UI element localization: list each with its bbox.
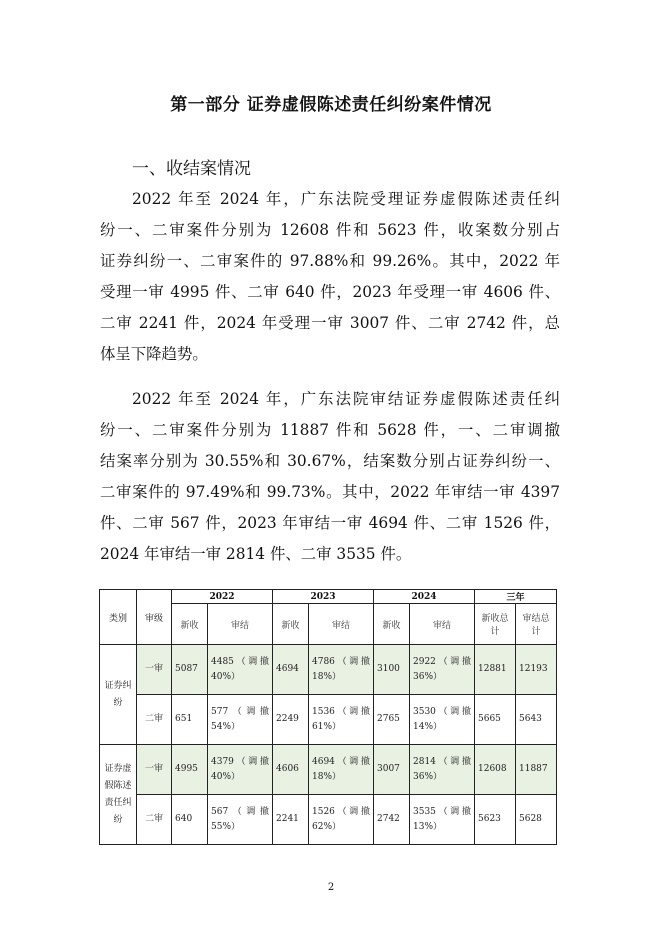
paragraph-intake (100, 184, 560, 370)
page-number: 2 (327, 882, 335, 893)
header-year-2022: 2022 (172, 590, 273, 604)
value-cell: 5665 (475, 695, 516, 745)
header-three-years: 三年 (475, 590, 557, 604)
value-cell: 567（调撤55%） (208, 795, 273, 845)
header-level: 审级 (137, 590, 172, 645)
text-line: 纷一、二审案件分别为 11887 件和 5628 件，一、二审调撤 (100, 421, 560, 439)
table-header-row (100, 590, 557, 604)
value-cell: 2922（调撤36%） (410, 645, 475, 695)
value-cell: 11887 (516, 745, 557, 795)
value-cell: 4379（调撤40%） (208, 745, 273, 795)
header-new: 新收 (374, 604, 410, 645)
value-cell: 5087 (172, 645, 208, 695)
text-line: 受理一审 4995 件、二审 640 件，2023 年受理一审 4606 件、 (100, 283, 560, 301)
header-settled: 审结 (410, 604, 475, 645)
value-cell: 2241 (273, 795, 309, 845)
value-cell: 12881 (475, 645, 516, 695)
table-row (100, 695, 557, 745)
value-cell: 1536（调撤61%） (309, 695, 374, 745)
header-year-2024: 2024 (374, 590, 475, 604)
header-settled: 审结 (208, 604, 273, 645)
section-heading: 一、收结案情况 (132, 159, 251, 179)
value-cell: 2249 (273, 695, 309, 745)
value-cell: 5643 (516, 695, 557, 745)
table-row (100, 745, 557, 795)
table-row (100, 645, 557, 695)
text-line: 纷一、二审案件分别为 12608 件和 5623 件，收案数分别占 (100, 221, 560, 239)
text-line: 二审 2241 件，2024 年受理一审 3007 件、二审 2742 件，总 (100, 314, 560, 332)
value-cell: 4786（调撤18%） (309, 645, 374, 695)
value-cell: 2814（调撤36%） (410, 745, 475, 795)
value-cell: 3535（调撤13%） (410, 795, 475, 845)
header-category: 类别 (100, 590, 137, 645)
level-cell: 一审 (137, 745, 172, 795)
value-cell: 3007 (374, 745, 410, 795)
level-cell: 一审 (137, 645, 172, 695)
value-cell: 4694 (273, 645, 309, 695)
value-cell: 577（调撤54%） (208, 695, 273, 745)
value-cell: 5628 (516, 795, 557, 845)
level-cell: 二审 (137, 695, 172, 745)
category-false-statement: 证券虚假陈述责任纠纷 (100, 745, 137, 845)
value-cell: 651 (172, 695, 208, 745)
text-line: 2024 年审结一审 2814 件、二审 3535 件。 (100, 545, 412, 563)
text-line: 体呈下降趋势。 (100, 345, 208, 363)
header-new: 新收 (273, 604, 309, 645)
header-settled: 审结 (309, 604, 374, 645)
text-line: 二审案件的 97.49%和 99.73%。其中，2022 年审结一审 4397 (100, 483, 560, 501)
value-cell: 4485（调撤40%） (208, 645, 273, 695)
level-cell: 二审 (137, 795, 172, 845)
value-cell: 3530（调撤14%） (410, 695, 475, 745)
category-securities: 证券纠纷 (100, 645, 137, 745)
header-year-2023: 2023 (273, 590, 374, 604)
header-total-settled: 审结总计 (516, 604, 557, 645)
value-cell: 640 (172, 795, 208, 845)
text-line: 结案率分别为 30.55%和 30.67%，结案数分别占证券纠纷一、 (100, 452, 560, 470)
text-line: 2022 年至 2024 年，广东法院受理证券虚假陈述责任纠 (132, 190, 560, 208)
value-cell: 4694（调撤18%） (309, 745, 374, 795)
value-cell: 3100 (374, 645, 410, 695)
page-title: 第一部分 证券虚假陈述责任纠纷案件情况 (170, 95, 492, 115)
text-line: 件、二审 567 件，2023 年审结一审 4694 件、二审 1526 件， (100, 514, 560, 532)
value-cell: 1526（调撤62%） (309, 795, 374, 845)
value-cell: 4995 (172, 745, 208, 795)
text-line: 2022 年至 2024 年，广东法院审结证券虚假陈述责任纠 (132, 390, 560, 408)
value-cell: 12193 (516, 645, 557, 695)
value-cell: 2742 (374, 795, 410, 845)
table-row (100, 795, 557, 845)
value-cell: 4606 (273, 745, 309, 795)
value-cell: 12608 (475, 745, 516, 795)
value-cell: 5623 (475, 795, 516, 845)
case-statistics-table (99, 589, 557, 845)
header-total-new: 新收总计 (475, 604, 516, 645)
paragraph-closure (100, 384, 560, 570)
text-line: 证券纠纷一、二审案件的 97.88%和 99.26%。其中，2022 年 (100, 252, 560, 270)
header-new: 新收 (172, 604, 208, 645)
value-cell: 2765 (374, 695, 410, 745)
